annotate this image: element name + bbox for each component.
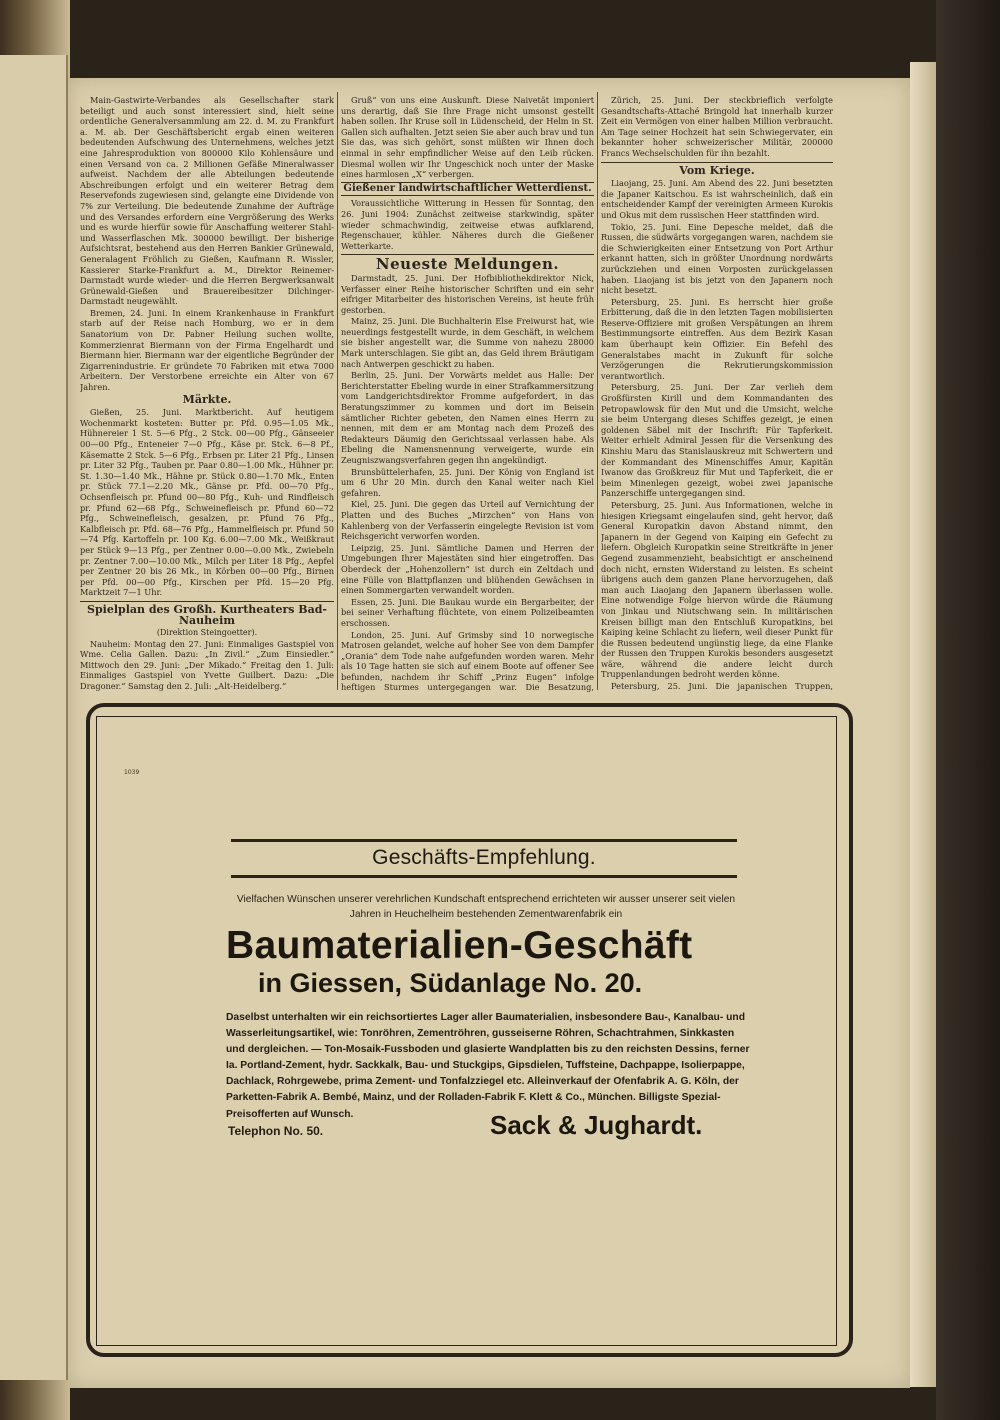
article-text: Darmstadt, 25. Juni. Der Hofbibliothekdirektor Nick, Verfasser einer Reihe historischer Schriften und ein sehr eifriger Mitarbeiter des historischen Vereins, ist heute früh gestorben. bbox=[341, 272, 594, 315]
section-heading: Vom Kriege. bbox=[679, 163, 755, 177]
column-divider bbox=[337, 92, 338, 690]
article-text: Gießen, 25. Juni. Marktbericht. Auf heutigem Wochenmarkt kosteten: Butter pr. Pfd. 0.95—1.05 Mk., Hühnereier 1 St. 5—6 Pfg., 2 Stck. 00—00 Pfg., Gänseeier 00—00 Pfg., Enteneier 7—0 Pfg., Käse pr. Stck. 6—8 Pf., Käsematte 2 Stck. 5—6 Pfg., Erbsen pr. Liter 21 Pfg., Linsen pr. Liter 32 Pfg., Tauben pr. Paar 0.80—1.00 Mk., Hühner pr. St. 1.30—1.40 Mk., Hähne pr. Stück 0.80—1.70 Mk., Enten pr. Stück 77.1—2.20 Mk., Gänse pr. Pfd. 00—70 Pfg., Ochsenfleisch pr. Pfund 00—80 Pfg., Kuh- und Rindfleisch pr. Pfund 62—68 Pfg., Schweinefleisch pr. Pfund 60—72 Pfg., Schweinefleisch, gesalzen, pr. Pfund 76 Pfg., Kalbfleisch pr. Pfd. 68—76 Pfg., Hammelfleisch pr. Pfund 50—74 Pfg. Kartoffeln pr. 100 Kg. 6.00—7.00 Mk., Weißkraut per Stück 9—13 Pfg., per Zentner 0.00—0.00 Mk., Zwiebeln pr. Zentner 7.00—10.00 Mk., Milch per Liter 18 Pfg., Aepfel per Zentner 20 bis 26 Mk., in Körben 00—00 Pfg., Birnen per Pfd. 00—00 Pfg., Kirschen per Pfd. 15—20 Pfg. Marktzeit 7—1 Uhr. bbox=[80, 407, 334, 598]
article-text: Bremen, 24. Juni. In einem Krankenhause in Frankfurt starb auf der Reise nach Homburg, wo er in dem Sanatorium von Dr. Pabner Heilung suchen wollte, Kommerzienrat Biermann von der Firma Engelhardt und Biermann hier. Biermann war der eigentliche Begründer der Zigarrenindustrie. Er gründete 70 Fabriken mit etwa 7000 Arbeitern. Der Verstorbene erreichte ein Alter von 67 Jahren. bbox=[80, 307, 334, 393]
advertisement-headline: Baumaterialien-Geschäft bbox=[226, 924, 693, 967]
article-text: London, 25. Juni. Auf Grimsby sind 10 norwegische Matrosen gelandet, welche auf hoher See von dem Dampfer „Orania“ dem Tode nahe aufgefunden worden waren. Mehr als 10 Tage hatten sie sich auf einem Boote auf offener See befunden, nachdem ihr Schiff „Prinz Eugen“ infolge heftigen Sturmes untergegangen war. Die Besatzung, bbox=[341, 629, 594, 693]
divider bbox=[601, 162, 833, 163]
book-spine bbox=[936, 0, 1000, 1420]
article-text: Brunsbüttelerhafen, 25. Juni. Der König von England ist um 6 Uhr 20 Min. durch den Kanal weiter nach Kiel gefahren. bbox=[341, 466, 594, 498]
previous-page-edge bbox=[0, 55, 68, 1380]
column-2 bbox=[341, 95, 594, 693]
divider bbox=[80, 601, 334, 602]
page-stack-edge bbox=[910, 62, 936, 1387]
article-text: Nauheim: Montag den 27. Juni: Einmaliges Gastspiel von Wme. Celia Gallen. Dazu: „In Zivil.“ „Zum Einsiedler.“ Mittwoch den 29. Juni: „Der Mikado.“ Freitag den 1. Juli: Einmaliges Gastspiel von Yvette Guilbert. Dazu: „Die Dragoner.“ Samstag den 2. Juli: „Alt-Heidelberg.“ bbox=[80, 638, 334, 692]
advertisement-address: in Giessen, Südanlage No. 20. bbox=[258, 968, 643, 998]
article-text: Petersburg, 25. Juni. Aus Informationen, welche in hiesigen Kriegsamt eingelaufen sind, geht hervor, daß General Kuropatkin davon Abstand nimmt, den Japanern in der Gegend von Kaiping ein Gefecht zu liefern. Obgleich Kuropatkin seine Streitkräfte in jener Gegend zusammenzieht, beabsichtigt er anscheinend doch nicht, ernsten Widerstand zu leisten. Es scheint übrigens auch dem ganzen Plane hervorzugehen, daß man auch Liaojang den Japanern überlassen wolle. Eine notwendige Folge hiervon würde die Räumung von Jinkau und Niutschwang sein. In militärischen Kreisen billigt man den Entschluß Kuropatkins, bei Kaiping keine Schlacht zu liefern, weil dieser Punkt für die Russen bedeutend ungünstig liege, da eine Flanke der Russen den Truppen Kurokis besonders ausgesetzt wäre, während die andere leicht durch Truppenlandungen bedroht werden könne. bbox=[601, 499, 833, 680]
article-text: Main-Gastwirte-Verbandes als Gesellschafter stark beteiligt und auch sonst interessiert sind, hielt seine ordentliche Generalversammlung am 22. d. M. zu Frankfurt a. M. ab. Der Geschäftsbericht ergab einen weiteren bedeutenden Aufschwung des Unternehmens, welches jetzt eine Jahresproduktion von 800000 Kilo Kohlensäure und einen Versand von ca. 2 Millionen Gefäße Mineralwasser aufweist. Nachdem der alle Abteilungen bedeutende Abschreibungen erfolgt und ein weiterer Betrag dem Reservefonds zugewiesen sind, gelangte eine Dividende von 7% zur Verteilung. Die bedeutende Zunahme der Aufträge und des Versandes erfordern eine Vergrößerung des Werks und es wurde hierfür sowie für Anschaffung weiterer Stahl- und Wasserflaschen Mk. 300000 bewilligt. Der bisherige Aufsichtsrat, bestehend aus den Herren Bankier Grünewald, Generalagent Fröhlich zu Gießen, Kaufmann R. Wissler, Kassierer Starke-Frankfurt a. M., Direktor Reinemer-Darmstadt wurde wieder- und die Herren Bergwerksanwalt Grünewald-Gießen und Brauereibesitzer Dilchinger-Darmstadt neugewählt. bbox=[80, 95, 334, 307]
article-text: Petersburg, 25. Juni. Es herrscht hier große Erbitterung, daß die in den letzten Tagen mobilisierten Reserve-Offiziere mit großen Verspätungen an ihrem Bestimmungsorte eintreffen. Aus dem Bezirk Kasan kam überhaupt kein Offizier. Ein Befehl des Generalstabes macht in Zukunft für solche Verzögerungen die Rekrutierungskommission verantwortlich. bbox=[601, 296, 833, 381]
column-1 bbox=[80, 95, 334, 693]
article-text: Zürich, 25. Juni. Der steckbrieflich verfolgte Gesandtschafts-Attaché Bringold hat innerhalb kurzer Zeit ein Vermögen von einer halben Million verbraucht. Am Tage seiner Hochzeit hat sein Schwiegervater, ein bekannter hoher schweizerischer Militär, 200000 Francs Wechselschulden für ihn bezahlt. bbox=[601, 95, 833, 158]
article-text: Tokio, 25. Juni. Eine Depesche meldet, daß die Russen, die südwärts vorgegangen waren, nachdem sie die Schwierigkeiten einer Entsetzung von Port Arthur erkannt hatten, sich in größter Unordnung nordwärts zurückziehen und einen Vorposten zurückgelassen haben. Liaojang ist bis jetzt von den Japanern noch nicht besetzt. bbox=[601, 221, 833, 296]
advertisement-number: 1039 bbox=[124, 769, 140, 776]
article-text: Petersburg, 25. Juni. Die japanischen Truppen, bbox=[611, 681, 833, 692]
advertisement-intro: Vielfachen Wünschen unserer verehrlichen Kundschaft entsprechend errichteten wir ausser unserer seit vielen Jahren in Heuchelheim bestehenden Zementwarenfabrik ein bbox=[236, 894, 736, 920]
section-subheading: (Direktion Steingoetter). bbox=[156, 628, 258, 638]
column-3 bbox=[601, 95, 833, 693]
article-text: Mainz, 25. Juni. Die Buchhalterin Else Freiwurst hat, wie neuerdings festgestellt wurde, in dem Geschäft, in welchem sie bisher angestellt war, die Summe von nahezu 28000 Mark unterschlagen. Sie gibt an, das Geld ihrem Bräutigam nach Antwerpen geschickt zu haben. bbox=[341, 316, 594, 369]
article-text: Leipzig, 25. Juni. Sämtliche Damen und Herren der Umgebungen Ihrer Majestäten sind hier eingetroffen. Das Oberdeck der „Hohenzollern“ ist durch ein Zeltdach und eine Fülle von Blattpflanzen und blühenden Gewächsen in einen Sommergarten verwandelt worden. bbox=[341, 542, 594, 596]
article-text: Berlin, 25. Juni. Der Vorwärts meldet aus Halle: Der Berichterstatter Ebeling wurde in einer Strafkammersitzung vom Landgerichtsdirektor Fromme aufgefordert, in das Beratungszimmer zu kommen und dort im Beisein sämtlicher Richter gebeten, den Namen eines Herrn zu nennen, mit dem er am Montag nach dem Prozeß des Redakteurs Däumig den Gerichtssaal verlassen habe. Als Ebeling die Namensnennung verweigerte, wurde ein Zeugniszwangsverfahren gegen ihn angekündigt. bbox=[341, 370, 594, 465]
article-text: Petersburg, 25. Juni. Der Zar verlieh dem Großfürsten Kirill und dem Kommandanten des Petropawlowsk für den Mut und die Umsicht, welche sie beim Untergang dieses Schiffes gezeigt, je einen goldenen Säbel mit der Inschrift: Für Tapferkeit. Weiter erhielt Admiral Jessen für die Versenkung des Kinshiu Maru das Stanislauskreuz mit Schwertern und der Kommandant des Minenschiffes Amur, Kapitän Iwanow das Großkreuz für Mut und Tapferkeit, die er beim Minenlegen gezeigt, wobei zwei japanische Panzerschiffe untergegangen sind. bbox=[601, 382, 833, 499]
section-heading: Spielplan des Großh. Kurtheaters Bad-Nauheim bbox=[87, 602, 327, 627]
section-heading: Neueste Meldungen. bbox=[375, 255, 560, 274]
advertisement-telephone: Telephon No. 50. bbox=[228, 1124, 324, 1138]
article-text: Voraussichtliche Witterung in Hessen für Sonntag, den 26. Juni 1904: Zunächst zeitweise starkwindig, später wieder schmachwindig, zeitweise etwas aufklarend, Regenschauer, kühler. Näheres durch die Gießener Wetterkarte. bbox=[341, 198, 594, 251]
article-text: Kiel, 25. Juni. Die gegen das Urteil auf Vernichtung der Platten und des Buches „Mirzchen“ von Hans von Kahlenberg von der Verfasserin eingelegte Revision ist vom Reichsgericht verworfen worden. bbox=[341, 499, 594, 542]
advertisement-body: Daselbst unterhalten wir ein reichsortiertes Lager aller Baumaterialien, insbesondere Bau-, Kanalbau- und Wasserleitungsartikel, wie: Tonröhren, Zementröhren, gusseiserne Röhren, Schachtrahmen, Sinkkasten und dergleichen. — Ton-Mosaik-Fussboden und glasierte Wandplatten bis zu den reichsten Dessins, ferner Ia. Portland-Zement, hydr. Sackkalk, Bau- und Stuckgips, Gipsdielen, Tuffsteine, Dachpappe, Isolierpappe, Dachlack, Rohrgewebe, prima Zement- und Tonfalzziegel etc. Alleinverkauf der Ofenfabrik A. G. Köln, der Parketten-Fabrik A. Bembé, Mainz, und der Rolladen-Fabrik F. Klett & Co., München. Billigste Spezial-Preisofferten auf Wunsch. bbox=[226, 1012, 750, 1120]
advertisement-title: Geschäfts-Empfehlung. bbox=[372, 846, 596, 869]
article-text: Essen, 25. Juni. Die Baukau wurde ein Bergarbeiter, der bei seiner Verhaftung flüchtete, von einem Polizeibeamten erschossen. bbox=[341, 596, 594, 628]
section-heading: Märkte. bbox=[182, 392, 232, 406]
article-text: Liaojang, 25. Juni. Am Abend des 22. Juni besetzten die Japaner Kaitschou. Es ist wahrscheinlich, daß ein entscheidender Kampf der vereinigten Armeen Kurokis und Okus mit dem russischen Heer stattfinden wird. bbox=[601, 178, 833, 220]
article-text: Gruß“ von uns eine Auskunft. Diese Naivetät imponiert uns derartig, daß Sie Ihre Frage nicht umsonst gestellt haben sollen. Ihr Kruse soll in Lüdenscheid, der Helm in St. Gallen sich aufhalten. Jetzt seien Sie aber auch brav und tun Sie das, was sich gehört, sonst müßten wir Ihnen doch einmal in sehr empfindlicher Weise auf den Leib rücken. Diesmal wollen wir Ihr Ungeschick noch unter der Maske eines harmlosen „X“ verbergen. bbox=[341, 95, 594, 180]
section-heading: Gießener landwirtschaftlicher Wetterdienst. bbox=[341, 182, 594, 197]
advertisement-firm-name: Sack & Jughardt. bbox=[490, 1110, 703, 1140]
column-divider bbox=[597, 92, 598, 690]
